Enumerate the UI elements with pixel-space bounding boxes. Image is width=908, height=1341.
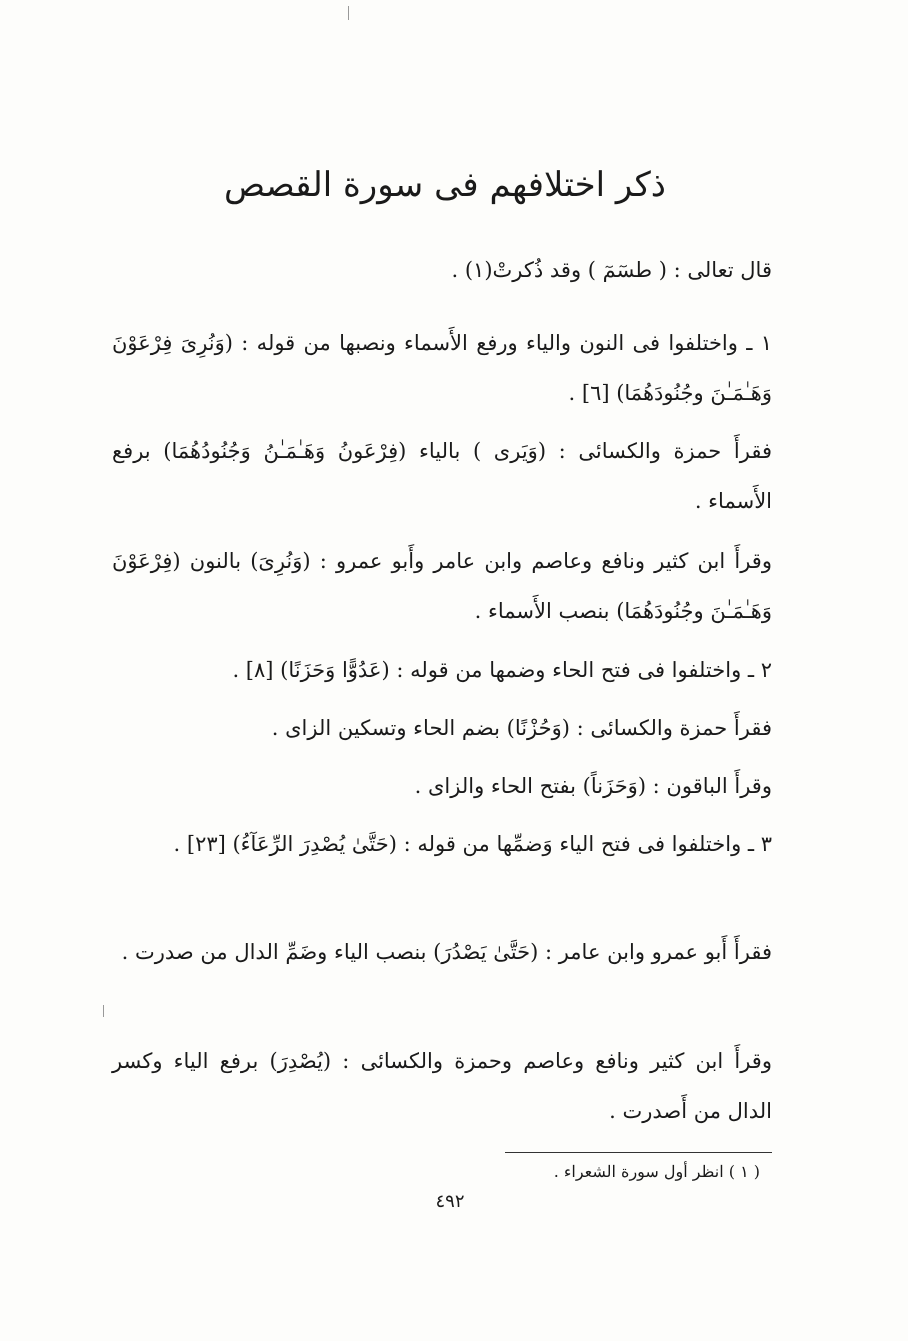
paragraph-reading-3b: وقرأَ ابن كثير ونافع وعاصم وحمزة والكسائى : (يُصْدِرَ) برفع الياء وكسر الدال من أَصدرت . (112, 1049, 772, 1123)
paragraph-item-1: ١ ـ واختلفوا فى النون والياء ورفع الأَسماء ونصبها من قوله : (وَنُرِىَ فِرْعَوْنَ وَهَـٰمَـٰنَ وجُنُودَهُمَا) [٦] . (112, 331, 772, 405)
paragraph-reading-1a: فقرأَ حمزة والكسائى : (وَيَرى ) بالياء (فِرْعَونُ وَهَـٰمَـٰنُ وَجُنُودُهُمَا) برفع الأَسماء . (112, 439, 772, 513)
footnote: ( ١ ) انظر أول سورة الشعراء . (553, 1162, 760, 1181)
scan-speck (103, 1005, 104, 1017)
paragraph-reading-3a: فقرأَ أَبو عمرو وابن عامر : (حَتَّىٰ يَصْدُرَ) بنصب الياء وضَمِّ الدال من صدرت . (121, 940, 772, 964)
paragraph-item-2: ٢ ـ واختلفوا فى فتح الحاء وضمها من قوله : (عَدُوًّا وَحَزَنًا) [٨] . (232, 658, 772, 682)
paragraph-reading-1b: وقرأَ ابن كثير ونافع وعاصم وابن عامر وأَبو عمرو : (وَنُرِىَ) بالنون (فِرْعَوْنَ وَهَـٰمَـٰنَ وجُنُودَهُمَا) بنصب الأَسماء . (112, 549, 772, 623)
page-number: ٤٩٢ (435, 1191, 465, 1212)
paragraph-item-3: ٣ ـ واختلفوا فى فتح الياء وَضمِّها من قوله : (حَتَّىٰ يُصْدِرَ الرِّعَآءُ) [٢٣] . (173, 832, 772, 856)
scan-speck (348, 6, 349, 20)
chapter-title: ذكر اختلافهم فى سورة القصص (224, 165, 666, 205)
paragraph-reading-2b: وقرأَ الباقون : (وَحَزَناً) بفتح الحاء والزاى . (414, 774, 772, 798)
paragraph-intro: قال تعالى : ( طسٓمٓ ) وقد ذُكرتْ(١) . (451, 258, 772, 282)
paragraph-reading-2a: فقرأَ حمزة والكسائى : (وَحُزْنًا) بضم الحاء وتسكين الزاى . (271, 716, 772, 740)
footnote-divider (505, 1152, 772, 1153)
